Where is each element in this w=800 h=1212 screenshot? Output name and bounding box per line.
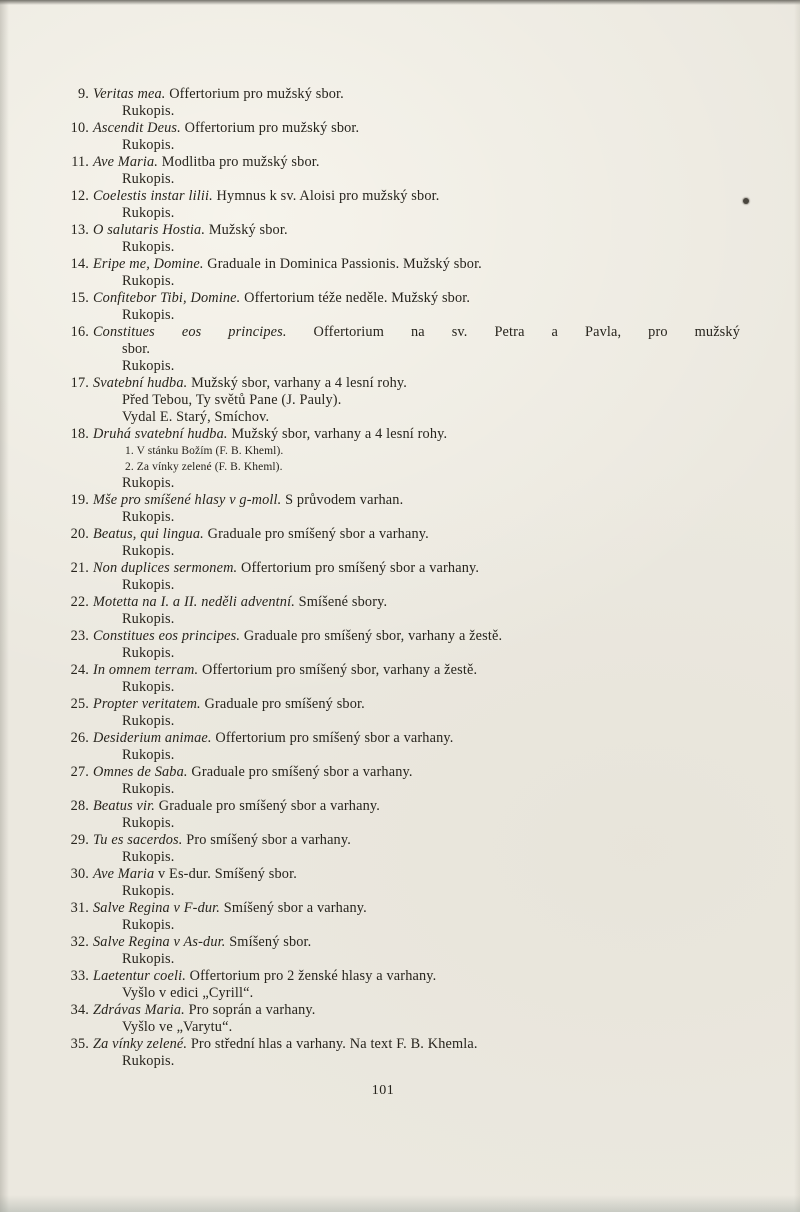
item-first-line xyxy=(93,594,740,611)
item-sublines xyxy=(122,239,740,256)
item-number: 20. xyxy=(70,526,89,542)
item-first-line xyxy=(93,968,740,985)
item-number: 30. xyxy=(70,866,89,882)
item-subline: Rukopis. xyxy=(122,1053,175,1069)
item-sublines xyxy=(122,645,740,662)
item-subline: Rukopis. xyxy=(122,358,175,374)
item-title: Salve Regina v F-dur. xyxy=(93,900,221,916)
item-title: Beatus vir. xyxy=(93,798,156,814)
scan-edge-bottom xyxy=(0,1195,800,1212)
item-title: Omnes de Saba. xyxy=(93,764,188,780)
item-number: 16. xyxy=(70,324,89,340)
work-item xyxy=(60,832,740,866)
item-first-line xyxy=(93,290,740,307)
item-rest: Graduale pro smíšený sbor. xyxy=(200,696,365,712)
work-item xyxy=(60,86,740,120)
work-item xyxy=(60,426,740,492)
item-first-line xyxy=(93,662,740,679)
work-item xyxy=(60,594,740,628)
item-number: 31. xyxy=(70,900,89,916)
item-first-line xyxy=(93,560,740,577)
item-subline: Rukopis. xyxy=(122,543,175,559)
item-title: Zdrávas Maria. xyxy=(93,1002,185,1018)
item-title: Constitues eos principes. xyxy=(93,628,241,644)
item-rest: Offertorium pro 2 ženské hlasy a varhany. xyxy=(185,968,437,984)
item-subline: Vyšlo v edici „Cyrill“. xyxy=(122,985,254,1001)
item-title: Ave Maria. xyxy=(93,154,159,170)
item-subline: Vydal E. Starý, Smíchov. xyxy=(122,409,270,425)
item-sublines xyxy=(122,713,740,730)
item-title: Tu es sacerdos. xyxy=(93,832,183,848)
item-number: 35. xyxy=(70,1036,89,1052)
item-sublines xyxy=(122,951,740,968)
item-rest: Mužský sbor, varhany a 4 lesní rohy. xyxy=(187,375,408,391)
work-item xyxy=(60,662,740,696)
item-number: 25. xyxy=(70,696,89,712)
work-item xyxy=(60,324,740,375)
item-subline: Rukopis. xyxy=(122,611,175,627)
item-sublines xyxy=(122,137,740,154)
item-first-line xyxy=(93,120,740,137)
item-title: Coelestis instar lilii. xyxy=(93,188,213,204)
work-item xyxy=(60,222,740,256)
item-sublines xyxy=(122,273,740,290)
item-number: 24. xyxy=(70,662,89,678)
item-title: Svatební hudba. xyxy=(93,375,188,391)
work-item xyxy=(60,290,740,324)
item-subline: Rukopis. xyxy=(122,273,175,289)
item-sublines xyxy=(122,917,740,934)
work-item xyxy=(60,934,740,968)
item-first-line xyxy=(93,832,740,849)
item-rest: Graduale in Dominica Passionis. Mužský sbor. xyxy=(203,256,482,272)
item-title: Ascendit Deus. xyxy=(93,120,181,136)
item-title: Beatus, qui lingua. xyxy=(93,526,204,542)
item-sublines xyxy=(122,307,740,324)
work-item xyxy=(60,730,740,764)
item-sublines xyxy=(122,171,740,188)
work-item xyxy=(60,375,740,426)
work-item xyxy=(60,764,740,798)
item-rest: Graduale pro smíšený sbor a varhany. xyxy=(155,798,380,814)
item-title: Veritas mea. xyxy=(93,86,166,102)
item-number: 11. xyxy=(71,154,89,170)
item-title: Eripe me, Domine. xyxy=(93,256,204,272)
item-subline: Rukopis. xyxy=(122,849,175,865)
work-item xyxy=(60,798,740,832)
item-rest: Graduale pro smíšený sbor a varhany. xyxy=(203,526,429,542)
item-sublines xyxy=(122,781,740,798)
item-rest: Pro smíšený sbor a varhany. xyxy=(182,832,351,848)
item-title: Druhá svatební hudba. xyxy=(93,426,228,442)
item-sublines xyxy=(122,205,740,222)
item-rest: v Es-dur. Smíšený sbor. xyxy=(154,866,297,882)
work-item xyxy=(60,900,740,934)
item-sublines xyxy=(122,883,740,900)
item-rest: Mužský sbor, varhany a 4 lesní rohy. xyxy=(227,426,448,442)
work-item xyxy=(60,492,740,526)
item-rest: Graduale pro smíšený sbor a varhany. xyxy=(187,764,413,780)
item-subline: 2. Za vínky zelené (F. B. Kheml). xyxy=(125,461,283,473)
work-item xyxy=(60,866,740,900)
item-number: 13. xyxy=(70,222,89,238)
item-subline: Rukopis. xyxy=(122,747,175,763)
item-first-line xyxy=(93,764,740,781)
item-first-line xyxy=(93,188,740,205)
item-first-line xyxy=(93,324,740,341)
item-title: Ave Maria xyxy=(93,866,155,882)
item-first-line xyxy=(93,1002,740,1019)
item-subline: Rukopis. xyxy=(122,679,175,695)
item-first-line xyxy=(93,934,740,951)
item-rest: Smíšený sbor a varhany. xyxy=(220,900,367,916)
item-rest: Modlitba pro mužský sbor. xyxy=(158,154,320,170)
item-rest: Offertorium pro mužský sbor. xyxy=(165,86,344,102)
work-item xyxy=(60,526,740,560)
item-title: Mše pro smíšené hlasy v g-moll. xyxy=(93,492,282,508)
item-first-line xyxy=(93,375,740,392)
item-sublines xyxy=(122,611,740,628)
item-rest: Hymnus k sv. Aloisi pro mužský sbor. xyxy=(212,188,440,204)
item-sublines xyxy=(122,392,740,426)
item-first-line xyxy=(93,730,740,747)
item-subline: Rukopis. xyxy=(122,475,175,491)
item-number: 33. xyxy=(70,968,89,984)
item-rest: Offertorium pro mužský sbor. xyxy=(180,120,360,136)
page-number: 101 xyxy=(371,1083,395,1098)
item-number: 22. xyxy=(70,594,89,610)
item-rest: Offertorium na sv. Petra a Pavla, pro mužský xyxy=(286,324,740,340)
item-title: Propter veritatem. xyxy=(93,696,201,712)
item-subline: Rukopis. xyxy=(122,509,175,525)
item-title: O salutaris Hostia. xyxy=(93,222,206,238)
item-number: 10. xyxy=(70,120,89,136)
item-number: 21. xyxy=(70,560,89,576)
item-first-line xyxy=(93,86,740,103)
work-item xyxy=(60,188,740,222)
item-subline: 1. V stánku Božím (F. B. Kheml). xyxy=(125,445,284,457)
item-subline: Vyšlo ve „Varytu“. xyxy=(122,1019,233,1035)
item-sublines xyxy=(122,849,740,866)
item-sublines xyxy=(122,341,740,375)
item-sublines xyxy=(122,815,740,832)
item-subline: Rukopis. xyxy=(122,137,175,153)
item-rest: Smíšené sbory. xyxy=(294,594,388,610)
work-item xyxy=(60,1002,740,1036)
item-subline: Rukopis. xyxy=(122,951,175,967)
item-subline: Rukopis. xyxy=(122,103,175,119)
item-subline: Rukopis. xyxy=(122,239,175,255)
item-number: 28. xyxy=(70,798,89,814)
item-title: In omnem terram. xyxy=(93,662,199,678)
item-subline: Rukopis. xyxy=(122,917,175,933)
item-sublines xyxy=(122,679,740,696)
item-title: Desiderium animae. xyxy=(93,730,212,746)
item-rest: Pro střední hlas a varhany. Na text F. B. Khemla. xyxy=(187,1036,478,1052)
item-title: Constitues eos principes. xyxy=(93,324,287,340)
item-sublines xyxy=(122,1053,740,1070)
item-number: 9. xyxy=(77,86,89,102)
item-subline: Rukopis. xyxy=(122,171,175,187)
item-number: 29. xyxy=(70,832,89,848)
item-sublines xyxy=(122,577,740,594)
item-rest: Offertorium pro smíšený sbor, varhany a žestě. xyxy=(198,662,478,678)
item-subline: Před Tebou, Ty světů Pane (J. Pauly). xyxy=(122,392,342,408)
item-number: 15. xyxy=(70,290,89,306)
item-rest: Smíšený sbor. xyxy=(225,934,312,950)
item-rest: Offertorium pro smíšený sbor a varhany. xyxy=(211,730,454,746)
item-rest: Graduale pro smíšený sbor, varhany a žestě. xyxy=(240,628,503,644)
item-first-line xyxy=(93,900,740,917)
item-rest: Pro soprán a varhany. xyxy=(184,1002,316,1018)
item-sublines xyxy=(122,985,740,1002)
item-first-line xyxy=(93,866,740,883)
item-number: 32. xyxy=(70,934,89,950)
work-item xyxy=(60,628,740,662)
item-first-line xyxy=(93,256,740,273)
item-title: Motetta na I. a II. neděli adventní. xyxy=(93,594,295,610)
item-first-line xyxy=(93,154,740,171)
item-title: Non duplices sermonem. xyxy=(93,560,238,576)
item-title: Confitebor Tibi, Domine. xyxy=(93,290,241,306)
item-number: 34. xyxy=(70,1002,89,1018)
item-sublines xyxy=(122,543,740,560)
item-subline: Rukopis. xyxy=(122,645,175,661)
item-sublines xyxy=(122,509,740,526)
item-subline: sbor. xyxy=(122,341,151,357)
work-item xyxy=(60,256,740,290)
item-subline: Rukopis. xyxy=(122,883,175,899)
work-item xyxy=(60,120,740,154)
item-rest: Offertorium pro smíšený sbor a varhany. xyxy=(237,560,480,576)
item-subline: Rukopis. xyxy=(122,815,175,831)
item-first-line xyxy=(93,628,740,645)
item-first-line xyxy=(93,798,740,815)
item-first-line xyxy=(93,1036,740,1053)
item-rest: Offertorium téže neděle. Mužský sbor. xyxy=(240,290,471,306)
item-first-line xyxy=(93,526,740,543)
item-number: 19. xyxy=(70,492,89,508)
item-subline: Rukopis. xyxy=(122,577,175,593)
item-title: Za vínky zelené. xyxy=(93,1036,188,1052)
item-rest: S průvodem varhan. xyxy=(281,492,404,508)
item-number: 26. xyxy=(70,730,89,746)
item-number: 27. xyxy=(70,764,89,780)
item-title: Laetentur coeli. xyxy=(93,968,186,984)
item-sublines xyxy=(122,443,740,492)
item-sublines xyxy=(122,103,740,120)
item-number: 23. xyxy=(70,628,89,644)
item-subline: Rukopis. xyxy=(122,205,175,221)
works-list xyxy=(60,86,740,1070)
item-subline: Rukopis. xyxy=(122,781,175,797)
item-first-line xyxy=(93,492,740,509)
work-item xyxy=(60,968,740,1002)
item-rest: Mužský sbor. xyxy=(205,222,288,238)
work-item xyxy=(60,560,740,594)
item-title: Salve Regina v As-dur. xyxy=(93,934,226,950)
item-subline: Rukopis. xyxy=(122,307,175,323)
item-first-line xyxy=(93,426,740,443)
work-item xyxy=(60,696,740,730)
item-number: 12. xyxy=(70,188,89,204)
item-number: 17. xyxy=(70,375,89,391)
item-subline: Rukopis. xyxy=(122,713,175,729)
work-item xyxy=(60,1036,740,1070)
work-item xyxy=(60,154,740,188)
item-sublines xyxy=(122,747,740,764)
item-first-line xyxy=(93,696,740,713)
item-sublines xyxy=(122,1019,740,1036)
item-number: 14. xyxy=(70,256,89,272)
item-number: 18. xyxy=(70,426,89,442)
item-first-line xyxy=(93,222,740,239)
